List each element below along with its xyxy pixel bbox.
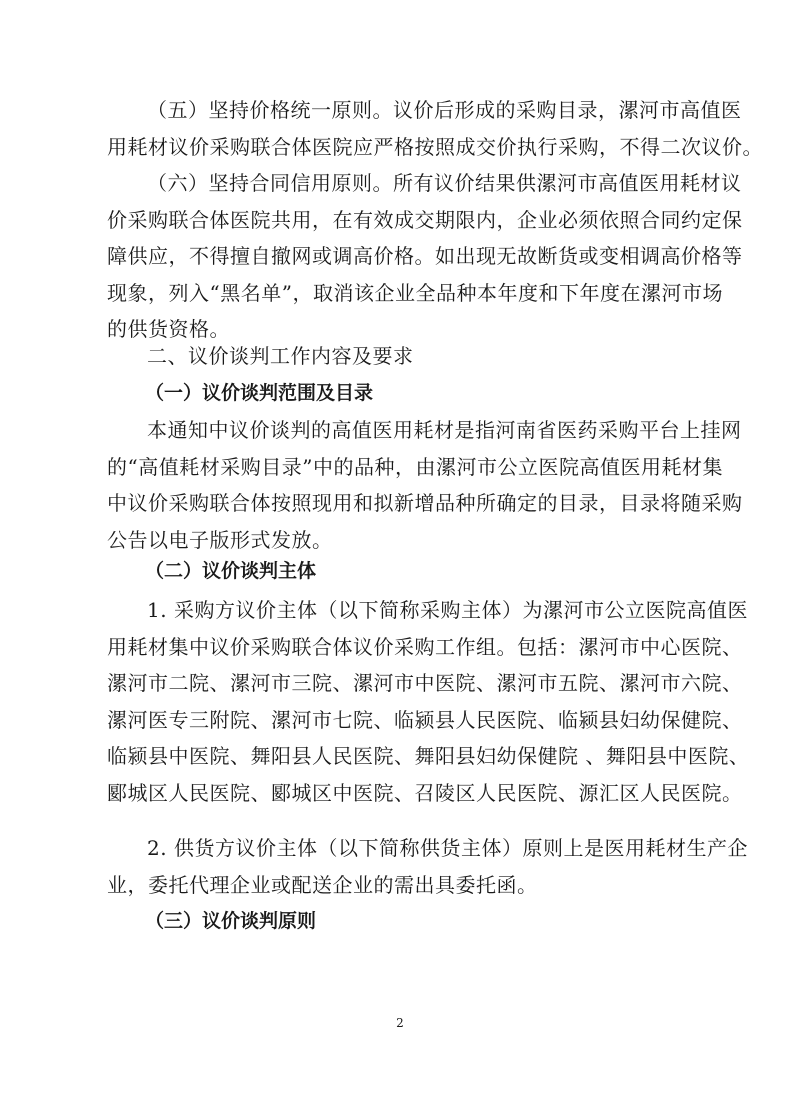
- text-line: （五）坚持价格统一原则。议价后形成的采购目录，漯河市高值医: [147, 98, 742, 122]
- paragraph-supplier: [107, 830, 748, 903]
- page-number: 2: [396, 1016, 404, 1030]
- text-line: 漯河市二院、漯河市三院、漯河市中医院、漯河市五院、漯河市六院、: [107, 671, 743, 695]
- subsection-heading-2: （二）议价谈判主体: [145, 560, 317, 582]
- text-line: 本通知中议价谈判的高值医用耗材是指河南省医药采购平台上挂网: [147, 418, 742, 442]
- text-line: 的“高值耗材采购目录”中的品种，由漯河市公立医院高值医用耗材集: [107, 454, 723, 479]
- text-line: 1. 采购方议价主体（以下简称采购主体）为漯河市公立医院高值医: [147, 598, 748, 622]
- text-line: 现象，列入“黑名单”，取消该企业全品种本年度和下年度在漯河市场: [107, 280, 723, 305]
- text-line: 公告以电子版形式发放。: [107, 527, 333, 552]
- paragraph-buyer: [107, 592, 750, 811]
- text-line: 临颍县中医院、舞阳县人民医院、舞阳县妇幼保健院 、舞阳县中医院、: [107, 744, 750, 768]
- text-line: 用耗材议价采购联合体医院应严格按照成交价执行采购，不得二次议价。: [107, 134, 763, 159]
- section-heading-2: [107, 338, 687, 375]
- section-title: 二、议价谈判工作内容及要求: [147, 344, 414, 368]
- text-line: 价采购联合体医院共用，在有效成交期限内，企业必须依照合同约定保: [107, 207, 743, 232]
- subsection-heading-3: （三）议价谈判原则: [145, 910, 317, 932]
- paragraph-scope: [107, 412, 743, 558]
- text-line: 的供货资格。: [107, 317, 230, 341]
- text-line: 障供应，不得擅自撤网或调高价格。如出现无故断货或变相调高价格等: [107, 244, 743, 268]
- text-line: （六）坚持合同信用原则。所有议价结果供漯河市高值医用耗材议: [147, 171, 742, 195]
- text-line: 漯河医专三附院、漯河市七院、临颍县人民医院、临颍县妇幼保健院、: [107, 707, 743, 732]
- text-line: 业，委托代理企业或配送企业的需出具委托函。: [107, 872, 538, 897]
- text-line: 用耗材集中议价采购联合体议价采购工作组。包括：漯河市中心医院、: [107, 634, 743, 659]
- text-line: 郾城区人民医院、郾城区中医院、召陵区人民医院、源汇区人民医院。: [107, 780, 743, 805]
- subsection-heading-1: （一）议价谈判范围及目录: [145, 382, 374, 404]
- text-line: 2. 供货方议价主体（以下简称供货主体）原则上是医用耗材生产企: [147, 836, 748, 860]
- paragraph-principle-5: [107, 92, 763, 165]
- paragraph-principle-6: [107, 165, 743, 348]
- text-line: 中议价采购联合体按照现用和拟新增品种所确定的目录，目录将随采购: [107, 491, 743, 515]
